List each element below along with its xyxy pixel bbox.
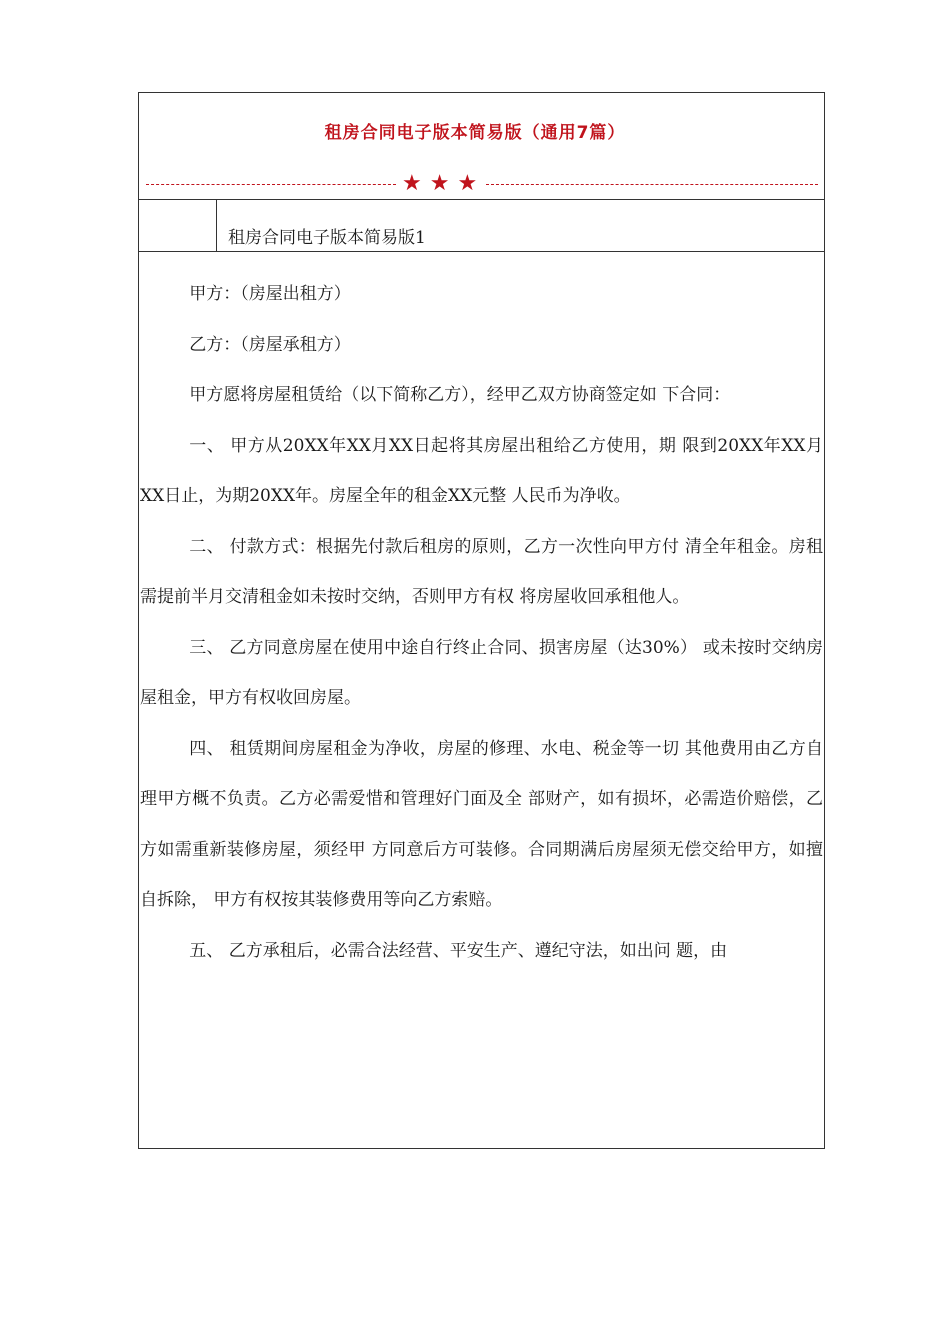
clause-3: 三、 乙方同意房屋在使用中途自行终止合同、损害房屋（达30%） 或未按时交纳房屋租金，甲方有权收回房屋。: [140, 637, 823, 708]
clause-5: 五、 乙方承租后，必需合法经营、平安生产、遵纪守法，如出问 题，由: [189, 940, 728, 961]
star-icons: ★★★: [402, 171, 486, 196]
preamble-paragraph: 甲方愿将房屋租赁给（以下简称乙方），经甲乙双方协商签定如 下合同：: [189, 385, 731, 405]
party-b-line: 乙方：（房屋承租方）: [189, 334, 351, 355]
table-rule-top: [138, 199, 825, 200]
clause-1: 一、 甲方从20XX年XX月XX日起将其房屋出租给乙方使用，期 限到20XX年XX月XX日止，为期20XX年。房屋全年的租金XX元整 人民币为净收。: [140, 435, 823, 506]
contract-body: [140, 269, 823, 976]
divider-line-left: [146, 184, 396, 185]
table-rule-cell: [216, 199, 217, 252]
clause-4: 四、 租赁期间房屋租金为净收，房屋的修理、水电、税金等一切 其他费用由乙方自理甲方概不负责。乙方必需爱惜和管理好门面及全 部财产，如有损坏，必需造价赔偿，乙方如需重新装修房屋，须经甲 方同意后方可装修。合同期满后房屋须无偿交给甲方，如擅自拆除， 甲方有权按其装修费用等向乙方索赔。: [140, 738, 823, 910]
clause-2: 二、 付款方式：根据先付款后租房的原则，乙方一次性向甲方付 清全年租金。房租需提前半月交清租金如未按时交纳，否则甲方有权 将房屋收回承租他人。: [140, 536, 823, 607]
party-a-line: 甲方：（房屋出租方）: [189, 284, 351, 304]
table-rule-bottom: [138, 251, 825, 252]
section-title: 租房合同电子版本简易版1: [228, 228, 426, 248]
document-title: 租房合同电子版本简易版（通用7篇）: [324, 123, 626, 143]
divider-line-right: [486, 184, 818, 185]
star-divider: [146, 171, 818, 196]
